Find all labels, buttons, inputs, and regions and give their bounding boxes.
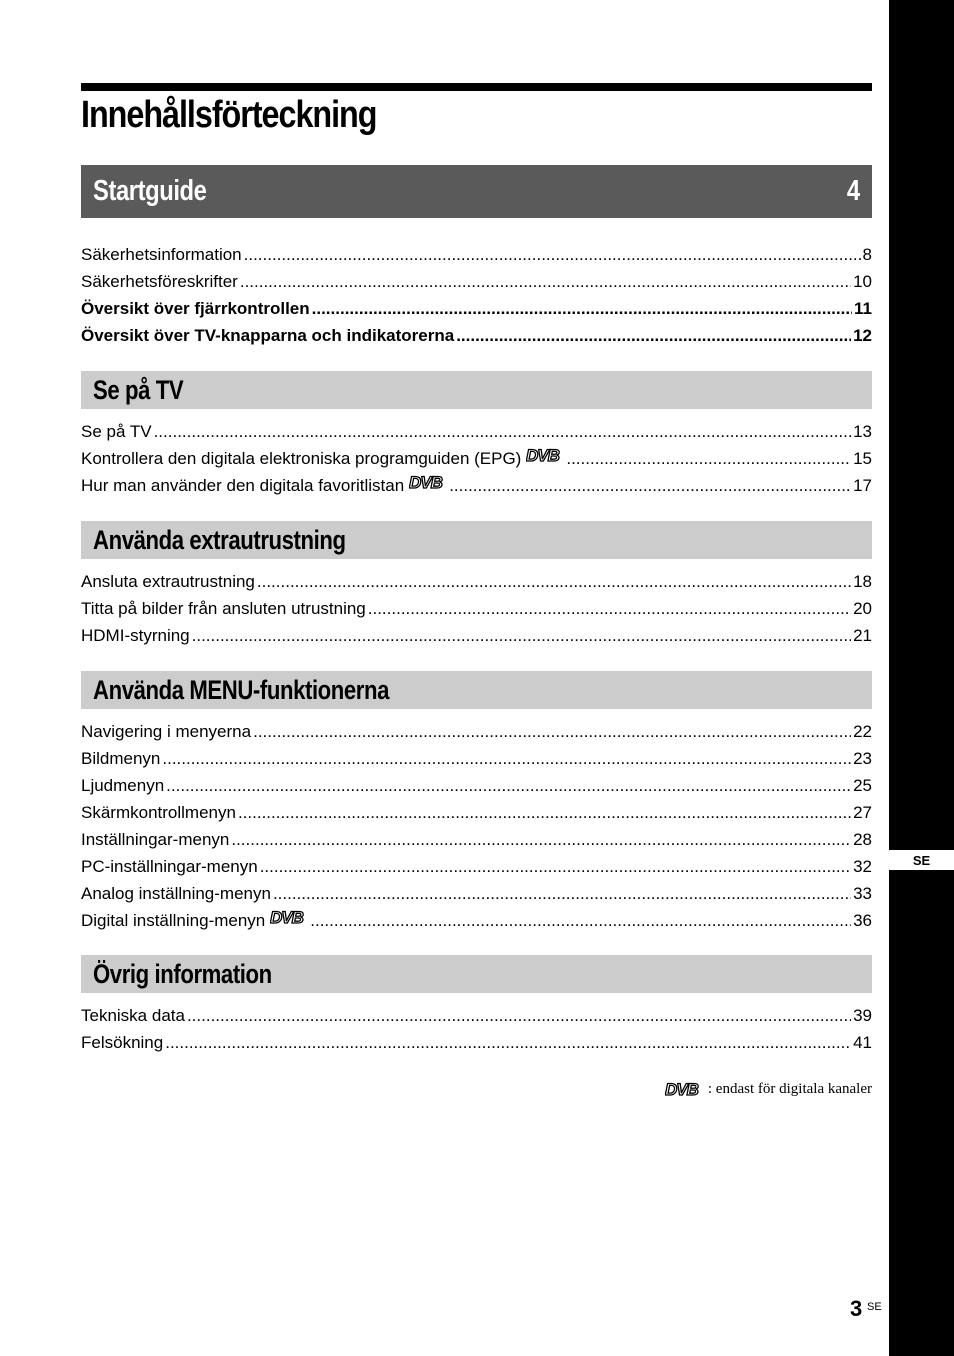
toc-entry-page: 18 bbox=[853, 572, 872, 591]
toc-entry-label: Titta på bilder från ansluten utrustning bbox=[81, 599, 366, 618]
toc-entry[interactable] bbox=[81, 907, 872, 934]
dot-leader bbox=[238, 799, 851, 826]
toc-entry[interactable] bbox=[81, 295, 872, 322]
toc-entry[interactable] bbox=[81, 745, 872, 772]
section-title: Se på TV bbox=[93, 374, 184, 405]
toc-entry-page: 15 bbox=[853, 449, 872, 468]
page-number-suffix: SE bbox=[867, 1301, 882, 1313]
title-rule bbox=[81, 83, 872, 91]
dot-leader bbox=[312, 295, 852, 322]
toc-entry-page: 11 bbox=[854, 299, 872, 318]
dot-leader bbox=[244, 241, 861, 268]
toc-entry-label: Felsökning bbox=[81, 1033, 164, 1052]
toc-entry-label: Digital inställning-menyn bbox=[81, 911, 266, 930]
dvb-icon bbox=[409, 473, 447, 491]
toc-entry-page: 25 bbox=[853, 776, 872, 795]
toc-entry-label: Ansluta extrautrustning bbox=[81, 572, 255, 591]
legend-text: : endast för digitala kanaler bbox=[707, 1080, 872, 1097]
section-title: Startguide bbox=[93, 175, 207, 207]
section-header-ovrig-information[interactable] bbox=[81, 955, 872, 993]
dot-leader bbox=[449, 472, 851, 499]
toc-entry-page: 28 bbox=[853, 830, 872, 849]
toc-entry-label: Inställningar-menyn bbox=[81, 830, 230, 849]
toc-entry[interactable] bbox=[81, 241, 872, 268]
toc-entry-label: Tekniska data bbox=[81, 1006, 185, 1025]
dot-leader bbox=[187, 1002, 851, 1029]
dot-leader bbox=[566, 445, 851, 472]
toc-entry-label: Bildmenyn bbox=[81, 749, 161, 768]
toc-entry-page: 36 bbox=[853, 911, 872, 930]
toc-entry[interactable] bbox=[81, 1002, 872, 1029]
section-title: Övrig information bbox=[93, 958, 272, 989]
toc-list-se-pa-tv bbox=[81, 418, 872, 499]
section-title: Använda extrautrustning bbox=[93, 524, 346, 555]
toc-entry-label: Hur man använder den digitala favoritlistan bbox=[81, 476, 405, 495]
toc-entry[interactable] bbox=[81, 880, 872, 907]
dot-leader bbox=[165, 1029, 851, 1056]
toc-entry-label: Ljudmenyn bbox=[81, 776, 165, 795]
toc-entry-page: 8 bbox=[862, 245, 872, 264]
dot-leader bbox=[162, 745, 851, 772]
toc-entry-page: 20 bbox=[853, 599, 872, 618]
toc-entry-label: Se på TV bbox=[81, 422, 152, 441]
toc-entry[interactable] bbox=[81, 772, 872, 799]
section-header-se-pa-tv[interactable] bbox=[81, 371, 872, 409]
language-tab: SE bbox=[889, 850, 954, 870]
dot-leader bbox=[166, 772, 851, 799]
toc-entry-page: 33 bbox=[853, 884, 872, 903]
toc-list-menu-funktionerna bbox=[81, 718, 872, 934]
toc-entry-label: Översikt över fjärrkontrollen bbox=[81, 299, 310, 318]
page-title: Innehållsförteckning bbox=[81, 94, 377, 136]
toc-entry[interactable] bbox=[81, 826, 872, 853]
dot-leader bbox=[310, 907, 851, 934]
toc-entry-page: 32 bbox=[853, 857, 872, 876]
toc-entry-label: HDMI-styrning bbox=[81, 626, 190, 645]
dot-leader bbox=[273, 880, 851, 907]
dot-leader bbox=[257, 568, 851, 595]
toc-entry-page: 27 bbox=[853, 803, 872, 822]
section-header-menu-funktionerna[interactable] bbox=[81, 671, 872, 709]
dot-leader bbox=[368, 595, 851, 622]
svg-text:DVB: DVB bbox=[526, 446, 560, 464]
toc-entry[interactable] bbox=[81, 268, 872, 295]
toc-entry-label: Kontrollera den digitala elektroniska programguiden (EPG) bbox=[81, 449, 522, 468]
toc-entry-page: 21 bbox=[853, 626, 872, 645]
toc-entry[interactable] bbox=[81, 853, 872, 880]
toc-entry[interactable] bbox=[81, 595, 872, 622]
svg-text:DVB: DVB bbox=[664, 1080, 698, 1098]
toc-entry-label: Analog inställning-menyn bbox=[81, 884, 271, 903]
dot-leader bbox=[231, 826, 851, 853]
toc-entry-page: 22 bbox=[853, 722, 872, 741]
toc-entry[interactable] bbox=[81, 568, 872, 595]
toc-entry[interactable] bbox=[81, 718, 872, 745]
dot-leader bbox=[192, 622, 851, 649]
section-title: Använda MENU-funktionerna bbox=[93, 674, 390, 705]
toc-entry-page: 17 bbox=[853, 476, 872, 495]
toc-entry-page: 10 bbox=[853, 272, 872, 291]
dvb-icon bbox=[270, 908, 308, 926]
toc-entry[interactable] bbox=[81, 418, 872, 445]
dvb-legend bbox=[665, 1080, 872, 1098]
dvb-icon bbox=[665, 1080, 703, 1098]
section-page: 4 bbox=[847, 175, 860, 207]
toc-entry-page: 13 bbox=[853, 422, 872, 441]
toc-list-extrautrustning bbox=[81, 568, 872, 649]
toc-entry-page: 41 bbox=[853, 1033, 872, 1052]
dvb-icon bbox=[526, 446, 564, 464]
toc-entry-label: Översikt över TV-knapparna och indikatorerna bbox=[81, 326, 455, 345]
toc-entry[interactable] bbox=[81, 1029, 872, 1056]
toc-entry[interactable] bbox=[81, 445, 872, 472]
dot-leader bbox=[240, 268, 851, 295]
toc-entry[interactable] bbox=[81, 472, 872, 499]
side-bar bbox=[889, 0, 954, 1356]
toc-entry-label: Säkerhetsföreskrifter bbox=[81, 272, 238, 291]
dot-leader bbox=[154, 418, 852, 445]
toc-entry-label: Skärmkontrollmenyn bbox=[81, 803, 236, 822]
dot-leader bbox=[456, 322, 851, 349]
toc-entry-page: 23 bbox=[853, 749, 872, 768]
toc-entry-label: Navigering i menyerna bbox=[81, 722, 252, 741]
svg-text:DVB: DVB bbox=[270, 908, 304, 926]
toc-entry[interactable] bbox=[81, 622, 872, 649]
page-number: 3 bbox=[850, 1296, 863, 1321]
dot-leader bbox=[253, 718, 851, 745]
toc-entry-label: Säkerhetsinformation bbox=[81, 245, 242, 264]
toc-entry-page: 39 bbox=[853, 1006, 872, 1025]
section-header-startguide[interactable] bbox=[81, 165, 872, 218]
section-header-extrautrustning[interactable] bbox=[81, 521, 872, 559]
toc-entry-label: PC-inställningar-menyn bbox=[81, 857, 258, 876]
toc-entry[interactable] bbox=[81, 322, 872, 349]
svg-text:DVB: DVB bbox=[409, 473, 443, 491]
toc-list-startguide bbox=[81, 241, 872, 349]
toc-entry-page: 12 bbox=[853, 326, 872, 345]
toc-entry[interactable] bbox=[81, 799, 872, 826]
toc-list-ovrig-information bbox=[81, 1002, 872, 1056]
dot-leader bbox=[260, 853, 851, 880]
